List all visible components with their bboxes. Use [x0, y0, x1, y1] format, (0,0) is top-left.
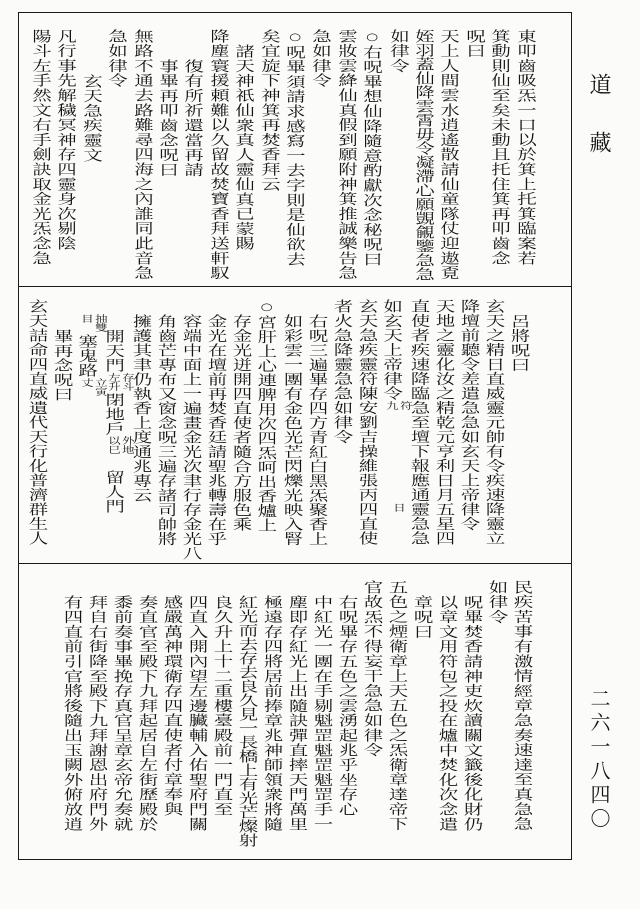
text-segment: 玄天急疾靈符陳安劉吉操維張丙四直使 [356, 299, 379, 546]
text-segment: 呪曰 [463, 29, 486, 59]
text-column [54, 580, 89, 859]
text-panel-lower [19, 565, 571, 859]
text-segment: 奏直官至殿下九拜起居自左街歷殿於 [136, 595, 159, 832]
text-segment: 感嚴萬神環衛存四直使者付章奉與 [161, 595, 184, 817]
text-segment: 降塵寰援頼難以久留故焚寶香拜送軒馭 [207, 29, 230, 281]
interlinear-note: 存斗左升 [105, 372, 134, 391]
text-segment: 諸天神祇仙衆真人靈仙真已蒙賜 [232, 44, 255, 252]
interlinear-note: 立寅丈 [78, 377, 107, 396]
text-column [22, 29, 57, 285]
text-segment: 東叩齒吸炁一口以於箕上托箕臨案若 [514, 29, 537, 266]
interlinear-note: 符九 [383, 400, 412, 410]
panel-divider [18, 286, 572, 287]
text-segment: 姪羽蓋仙降雲霄毋令凝滯心願覬覦鑒急急 [412, 29, 435, 281]
interlinear-note: 日 [390, 502, 405, 512]
text-segment: 直使者疾速降臨急至壇下報應通靈急急 [408, 299, 431, 546]
text-segment: 四直入開內望左邊臟輔入佑聖府門關 [186, 595, 209, 832]
text-segment: 如律令 [387, 29, 410, 74]
text-segment: 事畢再叩齒念呪曰 [156, 59, 179, 178]
page-number: 二六一八四〇 [587, 688, 611, 832]
text-segment: 無路不通去路難尋四海之內誰同此音急 [131, 29, 154, 281]
text-segment: 有四直前引官將後隨出玉闕外俯放逍 [61, 595, 84, 832]
text-segment: 右呪畢存五色之雲湧起兆乎坐存心 [336, 595, 359, 817]
text-segment: 五色之煙衛章上天五色之炁衛章達帝下 [386, 580, 409, 832]
interlinear-note: 抽雙目 [78, 314, 107, 332]
text-segment: 閉地戶 [102, 392, 125, 436]
text-segment: 復有所祈還當再請 [181, 59, 205, 178]
text-segment: 箕動則仙至矣未動且托住箕再叩齒念 [488, 29, 511, 266]
text-segment: 呂將呪曰 [508, 314, 531, 372]
text-segment: 呪畢須請求感寫一去字則是仙欲去 [283, 45, 306, 267]
text-segment: 塵即存紅光上出隨訣彈直摔天門萬里 [286, 595, 309, 832]
text-segment: 擁護其聿仍執香上度通兆專云 [130, 314, 153, 503]
text-panel-upper [19, 13, 571, 285]
text-segment: 玄天之精日直威靈元帥有令疾速降靈立 [483, 299, 506, 546]
text-segment: 玄天急疾靈文 [80, 74, 103, 163]
text-segment: 如玄天上帝律令 [380, 299, 403, 401]
text-segment: 官故炁不得妄干急急如律令 [361, 580, 384, 758]
text-segment: 右呪畢想仙降隨意酌獻次念秘呪曰 [360, 45, 383, 267]
text-panel-middle [19, 288, 571, 562]
text-segment: 黍前奏事畢挽存真官呈章玄帝允奏就 [111, 595, 134, 832]
text-segment: 降壇前聽令差遣急急如玄天上帝律令 [458, 299, 481, 531]
text-segment: 凡行事先解穢冥神存四靈身次剔陰 [54, 29, 77, 251]
text-segment: 如律令 [486, 580, 509, 625]
text-segment: 留人門 [102, 470, 125, 514]
circle-mark: ○ [287, 31, 303, 43]
text-segment: 急如律令 [309, 29, 333, 89]
text-segment: 良久升上十二重樓臺殿前一門直至 [211, 595, 234, 817]
text-segment: 存金光迸開四直使者隨合方服色乘 [230, 314, 253, 532]
text-segment: 玄天詰命四直威遺代天行化普濟群生人 [26, 299, 49, 546]
text-segment: 以章文用符包之投在爐中焚化次念遣 [436, 595, 459, 832]
text-segment: 開天門 [102, 329, 125, 373]
text-segment: 天地之靈化汝之精乾元亨利日月五星四 [433, 299, 456, 546]
text-segment: 容端中面上一遍畫金光次聿行存金光八 [180, 314, 203, 561]
text-segment: 金光在壇前再焚香廷請聖兆轉壽在乎 [205, 314, 228, 546]
text-segment: 中紅光一團在手剔魁罡魁罡魁罡手一 [311, 595, 334, 832]
text-segment: 角齒芒專布又窗念呪三遍存諸司帥將 [155, 314, 178, 546]
text-segment: 民疾苦事有激情經章急奏速達至真急急 [511, 580, 534, 832]
text-segment: 者火急降靈急急如律令 [331, 299, 354, 444]
running-title: 道藏 [586, 73, 611, 189]
text-segment: 急如律令 [105, 29, 128, 89]
text-segment: 陽斗左手然文右手劍訣取金光炁念急 [29, 29, 52, 266]
text-segment: 章呪曰 [411, 595, 434, 640]
text-segment: 右呪三遍畢存四方青紅白黑炁聚香上 [306, 314, 329, 546]
text-column [19, 299, 54, 562]
text-segment: 雲妝雲絳仙真假到願附神箕推誠樂告急 [335, 29, 358, 281]
text-segment: 呪畢焚香請神吏炊讀關文籤後化財仍 [461, 595, 484, 832]
text-segment: 如彩雲一團有金色光芒閃爍光映入腎 [281, 314, 304, 546]
text-segment: 拜自右街降至殿下九拜謝恩出府門外 [86, 595, 109, 832]
panel-divider [18, 563, 572, 564]
text-segment: 紅光而去存去良久見一長橋上有光芒燦射 [236, 595, 259, 847]
circle-mark: ○ [259, 301, 275, 313]
text-segment: 塞鬼路 [75, 334, 98, 378]
text-segment: 矣宜旋下神箕再焚香拜云 [258, 29, 281, 192]
interlinear-note: 外地以巳 [105, 436, 134, 454]
circle-mark: ○ [364, 31, 380, 43]
text-segment: 宮肝上心連脾用次四炁呵出香爐上 [254, 315, 278, 533]
text-segment: 極遠存四將居前捧章兆神師領衆將隨 [261, 595, 284, 832]
text-segment: 天上人間雲水逍遙散請仙童隊仗迎遨覔 [438, 29, 461, 281]
text-segment: 畢再念呪曰 [51, 329, 74, 402]
